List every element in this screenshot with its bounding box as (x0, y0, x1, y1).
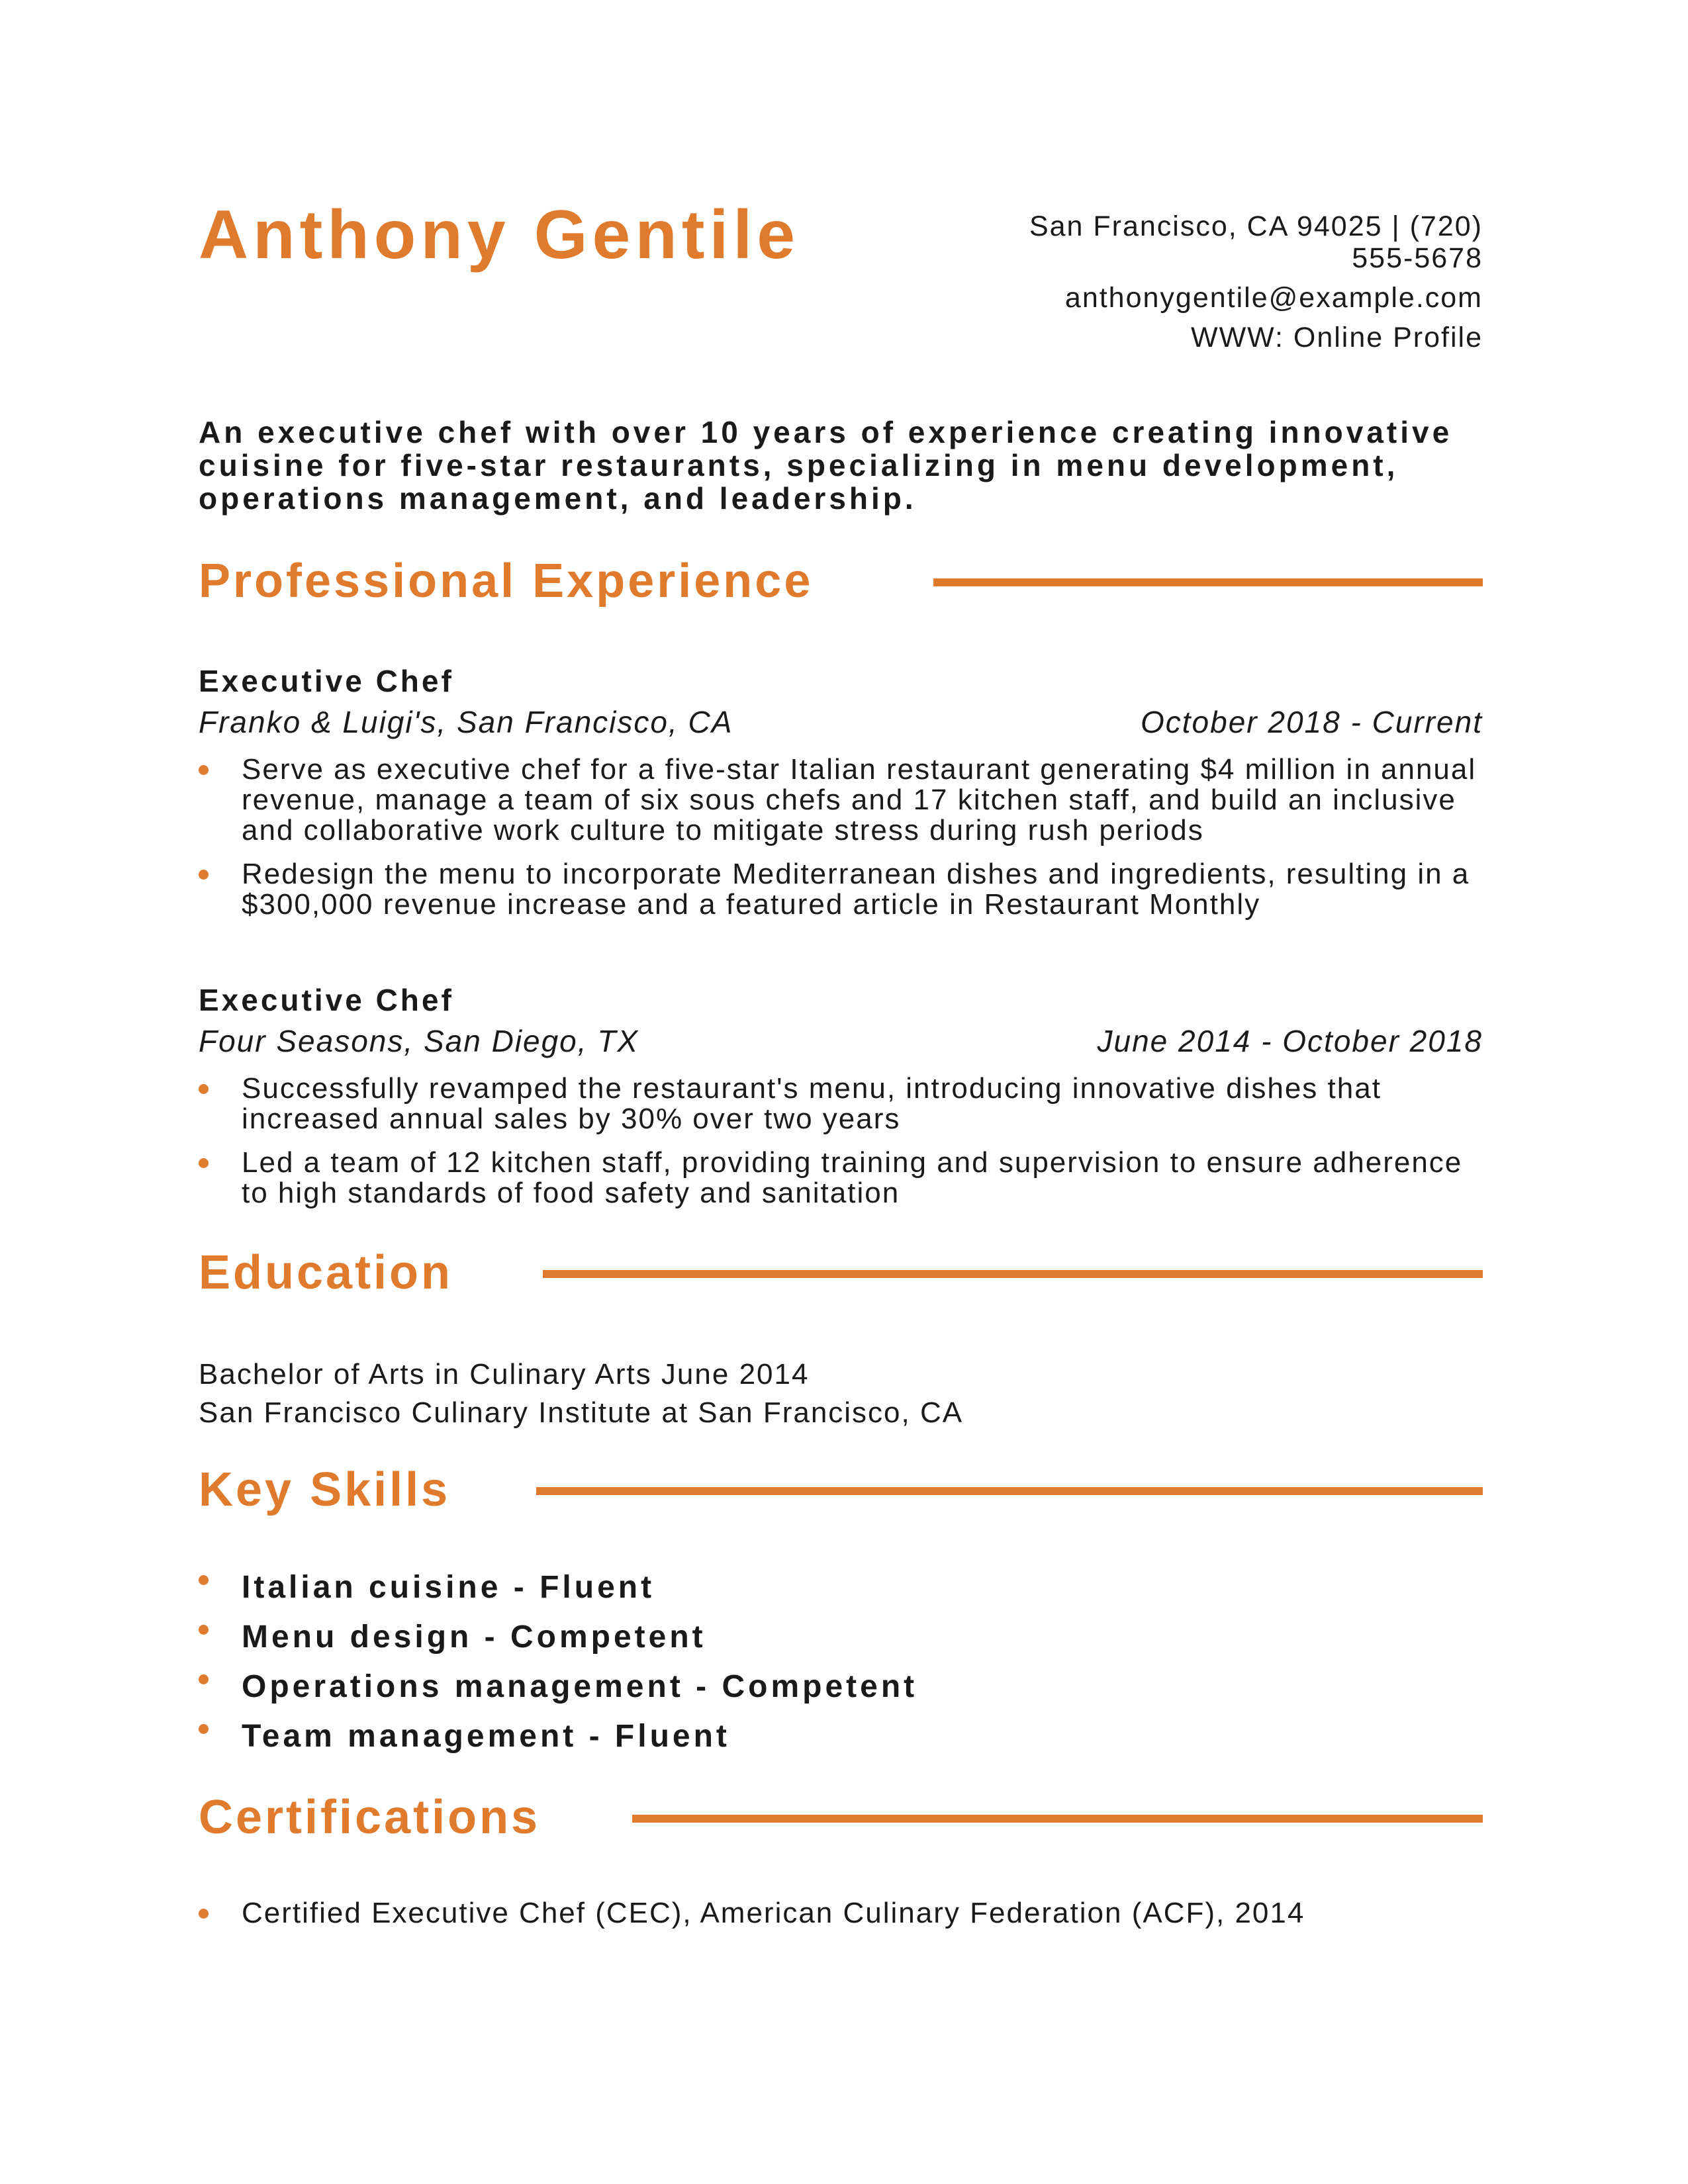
list-item (199, 1619, 1483, 1655)
bullet-icon (199, 1909, 209, 1919)
bullet-icon (199, 1158, 209, 1168)
bullet-icon (199, 1575, 209, 1585)
bullet-icon (199, 1084, 209, 1094)
section-divider (536, 1487, 1483, 1495)
school: San Francisco Culinary Institute at San Francisco, CA (199, 1396, 964, 1429)
website-link[interactable]: WWW: Online Profile (1191, 322, 1483, 353)
section-title: Certifications (199, 1791, 541, 1844)
skills-list (199, 1570, 1483, 1754)
job-company: Franko & Luigi's, San Francisco, CA (199, 705, 733, 739)
list-item (199, 1570, 1483, 1606)
list-item (199, 754, 1483, 846)
skill-text: Italian cuisine - Fluent (242, 1570, 655, 1605)
skill-text: Operations management - Competent (242, 1669, 918, 1704)
job-company: Four Seasons, San Diego, TX (199, 1024, 639, 1058)
section-title: Professional Experience (199, 555, 814, 608)
bullet-icon (199, 1625, 209, 1635)
job-entry (199, 979, 1483, 1208)
job-dates: October 2018 - Current (1140, 705, 1483, 739)
education-entry (199, 1355, 1483, 1432)
education-section-heading (199, 1240, 1483, 1306)
bullet-icon (199, 765, 209, 775)
phone-line: 555-5678 (1352, 242, 1483, 274)
resume-page (199, 0, 1483, 2184)
resume-header (199, 192, 1483, 364)
job-bullets (199, 1073, 1483, 1208)
section-title: Key Skills (199, 1463, 451, 1516)
cert-text: Certified Executive Chef (CEC), American Culinary Federation (ACF), 2014 (242, 1897, 1305, 1929)
job-dates: June 2014 - October 2018 (1097, 1024, 1483, 1058)
section-title: Education (199, 1246, 453, 1299)
section-divider (543, 1270, 1483, 1278)
skill-text: Menu design - Competent (242, 1619, 706, 1655)
skill-bullets (199, 1570, 1483, 1754)
candidate-name: Anthony Gentile (199, 197, 800, 273)
professional-summary: An executive chef with over 10 years of experience creating innovative cuisine for five-star restaurants, specializing in menu development, operations management, and leadership. (199, 415, 1453, 516)
contact-info (887, 210, 1483, 353)
bullet-icon (199, 1724, 209, 1734)
certifications-list (199, 1898, 1483, 1929)
job-title: Executive Chef (199, 664, 454, 698)
bullet-text: Led a team of 12 kitchen staff, providing training and supervision to ensure adherence to high standards of food safety and sanitation (242, 1146, 1463, 1209)
bullet-text: Serve as executive chef for a five-star Italian restaurant generating $4 million in annual revenue, manage a team of six sous chefs and 17 kitchen staff, and build an inclusive and collaborative work culture to mitigate stress during rush periods (242, 753, 1477, 846)
email-link[interactable]: anthonygentile@example.com (1064, 282, 1483, 314)
bullet-icon (199, 870, 209, 880)
job-bullets (199, 754, 1483, 920)
skills-section-heading (199, 1457, 1483, 1523)
list-item (199, 1148, 1483, 1208)
job-entry (199, 660, 1483, 920)
job-meta (199, 1021, 1483, 1062)
list-item (199, 1898, 1483, 1929)
bullet-text: Redesign the menu to incorporate Mediterranean dishes and ingredients, resulting in a $300,000 revenue increase and a featured article in Restaurant Monthly (242, 858, 1470, 921)
list-item (199, 1719, 1483, 1754)
address-line: San Francisco, CA 94025 | (720) (1029, 210, 1483, 242)
job-title: Executive Chef (199, 983, 454, 1017)
certifications-section-heading (199, 1784, 1483, 1850)
bullet-text: Successfully revamped the restaurant's menu, introducing innovative dishes that increased annual sales by 30% over two years (242, 1072, 1382, 1135)
cert-bullets (199, 1898, 1483, 1929)
bullet-icon (199, 1674, 209, 1684)
degree: Bachelor of Arts in Culinary Arts June 2014 (199, 1358, 810, 1390)
experience-section-heading (199, 548, 1483, 614)
list-item (199, 1669, 1483, 1705)
skill-text: Team management - Fluent (242, 1719, 730, 1754)
section-divider (933, 578, 1483, 586)
list-item (199, 1073, 1483, 1134)
job-meta (199, 702, 1483, 743)
section-divider (632, 1815, 1483, 1823)
list-item (199, 859, 1483, 920)
